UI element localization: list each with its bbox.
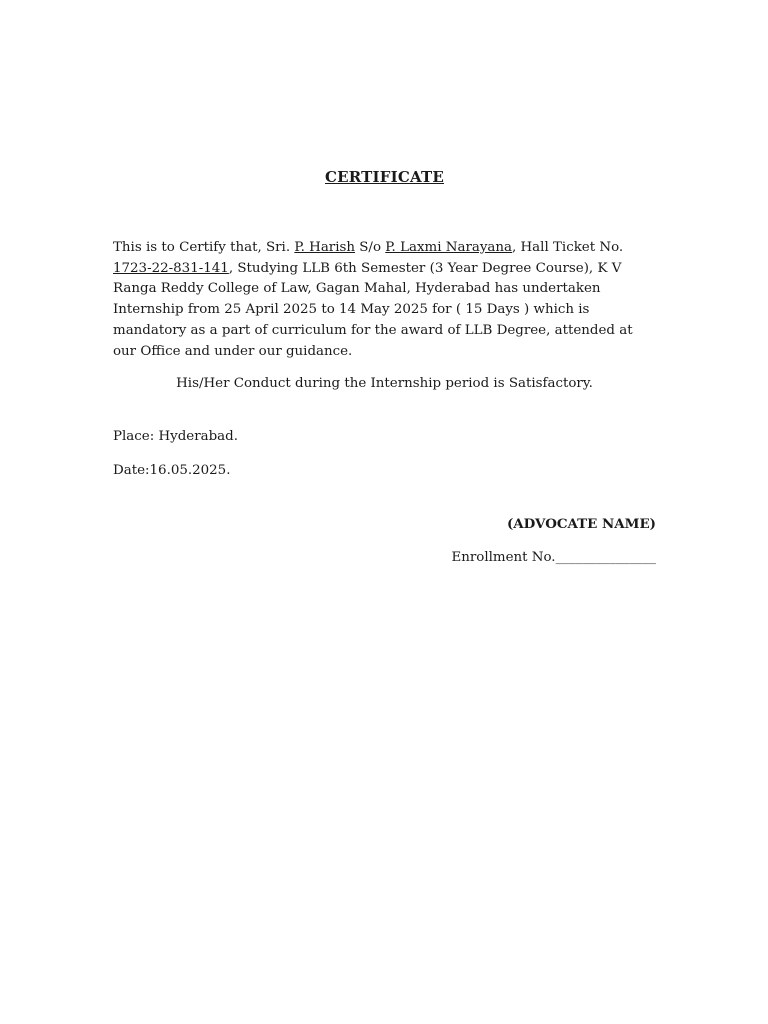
conduct-statement: His/Her Conduct during the Internship period is Satisfactory.: [176, 376, 593, 391]
student-name: P. Harish: [294, 240, 355, 255]
advocate-name: (ADVOCATE NAME): [506, 516, 656, 532]
relation-text: S/o: [355, 240, 386, 255]
father-name: P. Laxmi Narayana: [385, 240, 512, 255]
place-line: Place: Hyderabad.: [113, 429, 238, 444]
date-line: Date:16.05.2025.: [113, 463, 231, 478]
hall-ticket-label: , Hall Ticket No.: [511, 240, 624, 255]
certificate-title: CERTIFICATE: [325, 168, 444, 186]
body-rest: , Studying LLB 6th Semester (3 Year Degree Course), K V Ranga Reddy College of Law, Gagan Mahal, Hyderabad has undertaken Internship from 25 April 2025 to 14 May 2025 for ( 15 Days ) which is mandatory as a part of curriculum for the award of LLB Degree, attended at our Office and under our guidance.: [113, 260, 633, 359]
certificate-body: [113, 238, 656, 362]
enrollment-number: Enrollment No._______________: [451, 550, 656, 565]
hall-ticket-number: 1723-22-831-141: [113, 260, 229, 276]
body-intro: This is to Certify that, Sri.: [113, 240, 295, 255]
